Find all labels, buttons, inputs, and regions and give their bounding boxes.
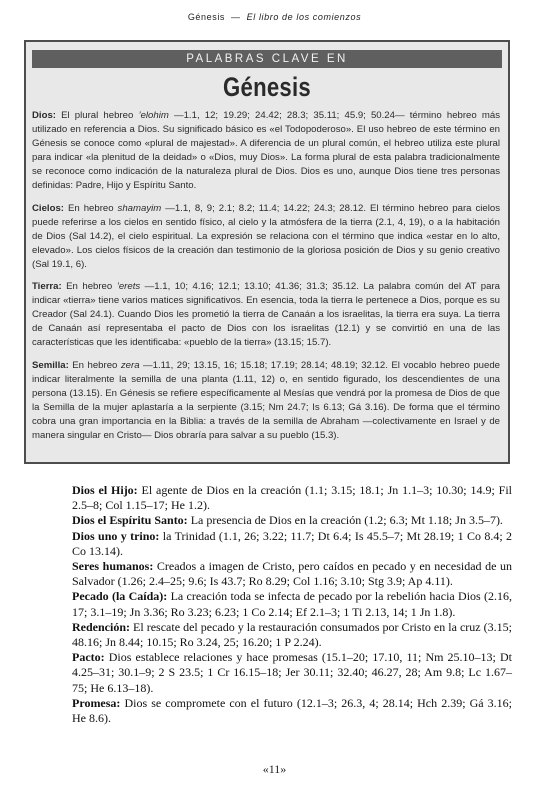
definition-pacto xyxy=(72,650,512,696)
key-word-entry-dios xyxy=(32,109,500,194)
page-number: «11» xyxy=(262,762,287,776)
definition-term: Pacto: xyxy=(72,650,105,665)
key-word-entry-cielos xyxy=(32,202,500,272)
definition-promesa xyxy=(72,696,512,726)
key-words-header: PALABRAS CLAVE EN xyxy=(32,50,502,68)
running-head xyxy=(0,12,549,22)
definition-text: la Trinidad (1.1, 26; 3.22; 11.7; Dt 6.4; Is 45.5–7; Mt 28.19; 1 Co 8.4; 2 Co 13.14). xyxy=(72,528,513,558)
definition-text: La creación toda se infecta de pecado por la rebelión hacia Dios (2.16, 17; 3.1–19; Jn 3.36; Ro 3.23; 6.23; 1 Co 2.14; Ef 2.1–3; 1 Ti 2.13, 14; 1 Jn 1.8). xyxy=(72,589,512,619)
definition-redencion xyxy=(72,620,512,650)
definition-text: La presencia de Dios en la creación (1.2; 6.3; Mt 1.18; Jn 3.5–7). xyxy=(187,513,503,528)
key-word-term: Dios: xyxy=(32,110,56,121)
key-word-hebrew: zera xyxy=(120,359,140,371)
definition-text: Creados a imagen de Cristo, pero caídos en pecado y en necesidad de un Salvador (1.26; 2.4–25; 9.6; Is 43.7; Ro 8.29; Col 1.16; 3.10; Stg 3.9; Ap 4.11). xyxy=(72,559,512,589)
definition-text: El rescate del pecado y la restauración consumados por Cristo en la cruz (3.15; 48.16; Jn 8.44; 10.15; Ro 3.24, 25; 16.20; 1 P 2.24). xyxy=(72,619,512,650)
definition-term: Dios uno y trino: xyxy=(72,528,160,543)
key-word-pre: El plural hebreo xyxy=(55,110,139,121)
definition-pecado xyxy=(72,589,512,619)
key-word-hebrew: ’elohim xyxy=(138,110,169,121)
key-word-entry-semilla xyxy=(32,359,500,444)
key-words-title: Génesis xyxy=(223,72,311,102)
running-head-subtitle: El libro de los comienzos xyxy=(246,12,362,22)
definition-text: Dios establece relaciones y hace promesas (15.1–20; 17.10, 11; Nm 25.10–13; Dt 4.25–31; 30.1–9; 2 S 23.5; 1 Cr 16.15–18; Jer 30.11; 32.40; 46.27, 28; Am 9.8; Lc 1.67–75; He 6.13–18). xyxy=(72,650,512,695)
key-word-text: —1.11, 29; 13.15, 16; 15.18; 17.19; 28.14; 48.19; 32.12. El vocablo hebreo puede indicar literalmente la semilla de una planta (1.11, 12) o, en sentido figurado, los descendientes de una persona (13.15). En Génesis se refiere específicamente al Mesías que vendrá por la promesa de Dios de que la Semilla de la mujer aplastaría a la serpiente (3.15; Nm 24.7; Is 6.13; Gá 3.16). De forma que el término cobra una gran importancia en la Biblia: a través de la semilla de Abraham —colectivamente en Israel y de manera singular en Cristo— Dios obraría para salvar a su pueblo (15.3). xyxy=(32,359,500,441)
definition-term: Dios el Hijo: xyxy=(72,483,138,497)
definition-hijo xyxy=(72,483,512,513)
definition-term: Dios el Espíritu Santo: xyxy=(72,513,188,528)
definition-term: Promesa: xyxy=(72,695,121,710)
definition-term: Redención: xyxy=(72,619,130,634)
doctrine-definitions xyxy=(72,483,512,726)
key-word-text: —1.1, 8, 9; 2.1; 8.2; 11.4; 14.22; 24.3; 28.12. El término hebreo para cielos puede referirse a los cielos en sentido físico, al cielo y la atmósfera de la tierra (2.1, 4, 19), o a la habitación de Dios (Sal 14.2), el cielo espiritual. La expresión se relaciona con el término que indica «estar en lo alto, elevado». Los cielos físicos de la creación dan testimonio de la gloriosa posición de Dios y su genio creativo (Sal 19.1, 6). xyxy=(32,202,500,270)
definition-term: Seres humanos: xyxy=(72,559,154,574)
key-word-entry-tierra xyxy=(32,280,500,350)
definition-text: Dios se compromete con el futuro (12.1–3; 26.3, 4; 28.14; Hch 2.39; Gá 3.16; He 8.6). xyxy=(72,695,512,726)
definition-term: Pecado (la Caída): xyxy=(72,589,168,604)
key-word-text: —1.1, 12; 19.29; 24.42; 28.3; 35.11; 45.9; 50.24— término hebreo más utilizado en referencia a Dios. Su significado básico es «el Todopoderoso». El uso hebreo de este término en Génesis se conoce como «plural de majestad». A diferencia de un plural común, el hebreo utiliza este plural para indicar «la plenitud de la deidad» o «Dios, muy Dios». La forma plural de esta palabra tradicionalmente se reconoce como indicación de la naturaleza plural de Dios. Dios es uno, aunque Dios tiene tres personas definidas: Padre, Hijo y Espíritu Santo. xyxy=(32,110,500,192)
key-word-term: Tierra: xyxy=(32,281,62,293)
key-word-pre: En hebreo xyxy=(61,281,117,293)
key-words-body xyxy=(26,109,508,443)
key-word-term: Cielos: xyxy=(32,202,64,214)
key-words-box xyxy=(24,40,510,464)
key-word-term: Semilla: xyxy=(32,359,69,371)
key-word-text: —1.1, 10; 4.16; 12.1; 13.10; 41.36; 31.3; 35.12. La palabra común del AT para indicar «tierra» tiene varios matices significativos. En esencia, toda la tierra le pertenece a Dios, porque es su Creador (Sal 24.1). Cuando Dios les prometió la tierra de Canaán a los israelitas, la tierra era suya. La tierra de Canaán así representaba el pacto de Dios con los israelitas (12.1) y se convirtió en una de las características que les identificaba: «pueblo de la tierra» (13.15; 15.7). xyxy=(32,281,500,349)
definition-seres-humanos xyxy=(72,559,512,589)
key-word-hebrew: ’erets xyxy=(116,281,141,293)
running-head-book: Génesis xyxy=(187,12,226,22)
key-word-pre: En hebreo xyxy=(64,202,118,214)
key-word-pre: En hebreo xyxy=(68,359,121,371)
running-head-dash: — xyxy=(231,12,241,22)
definition-text: El agente de Dios en la creación (1.1; 3.15; 18.1; Jn 1.1–3; 10.30; 14.9; Fil 2.5–8; Col 1.15–17; He 1.2). xyxy=(72,483,512,513)
definition-trinidad xyxy=(72,529,512,559)
definition-espiritu-santo xyxy=(72,513,512,528)
key-word-hebrew: shamayim xyxy=(117,202,162,214)
